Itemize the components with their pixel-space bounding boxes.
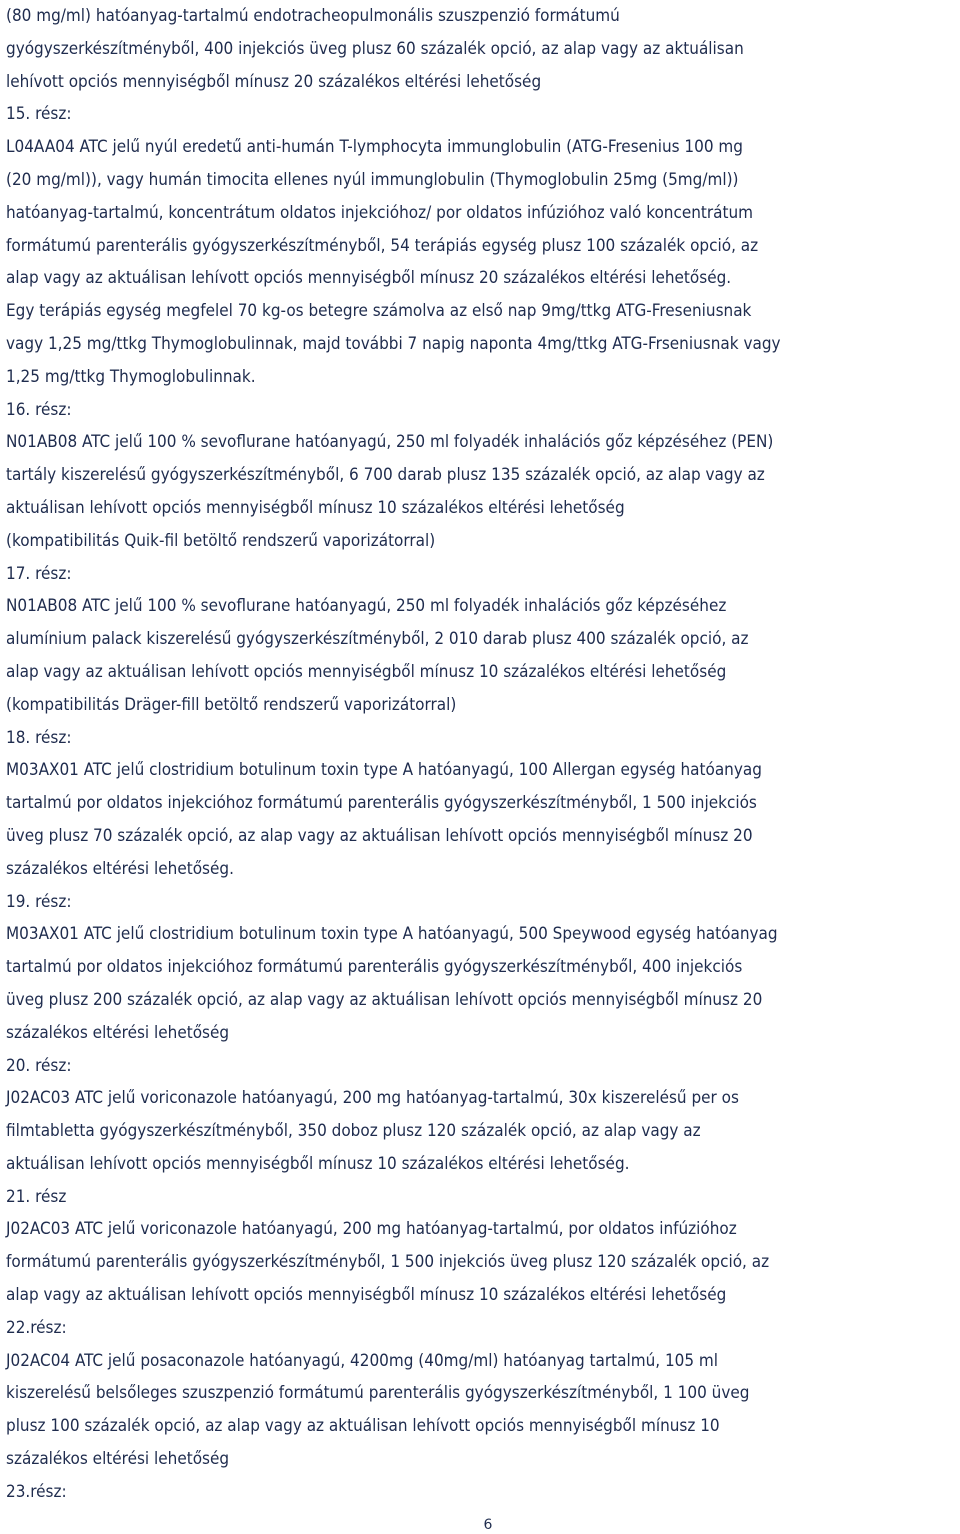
text-line: N01AB08 ATC jelű 100 % sevoflurane hatóanyagú, 250 ml folyadék inhalációs gőz képzéséhez (PEN) bbox=[6, 432, 774, 453]
text-line: N01AB08 ATC jelű 100 % sevoflurane hatóanyagú, 250 ml folyadék inhalációs gőz képzéséhez bbox=[6, 596, 727, 617]
text-line: alap vagy az aktuálisan lehívott opciós mennyiségből mínusz 10 százalékos eltérési lehetőség bbox=[6, 661, 727, 682]
page-number: 6 bbox=[483, 1517, 493, 1533]
section-heading: 19. rész: bbox=[6, 891, 72, 912]
text-line: (kompatibilitás Dräger-fill betöltő rendszerű vaporizátorral) bbox=[6, 694, 457, 715]
text-line: tartalmú por oldatos injekcióhoz formátumú parenterális gyógyszerkészítményből, 1 500 injekciós bbox=[6, 793, 757, 814]
text-line: lehívott opciós mennyiségből mínusz 20 százalékos eltérési lehetőség bbox=[6, 71, 542, 92]
text-line: J02AC03 ATC jelű voriconazole hatóanyagú, 200 mg hatóanyag-tartalmú, 30x kiszerelésű per os bbox=[6, 1088, 739, 1109]
text-line: filmtabletta gyógyszerkészítményből, 350 doboz plusz 120 százalék opció, az alap vagy az bbox=[6, 1121, 701, 1142]
section-heading: 21. rész bbox=[6, 1186, 67, 1207]
text-line: kiszerelésű belsőleges szuszpenzió formátumú parenterális gyógyszerkészítményből, 1 100 üveg bbox=[6, 1383, 750, 1404]
text-line: aktuálisan lehívott opciós mennyiségből mínusz 10 százalékos eltérési lehetőség. bbox=[6, 1153, 630, 1174]
text-line: M03AX01 ATC jelű clostridium botulinum toxin type A hatóanyagú, 500 Speywood egység hatóanyag bbox=[6, 924, 778, 945]
text-line: tartály kiszerelésű gyógyszerkészítményből, 6 700 darab plusz 135 százalék opció, az alap vagy az bbox=[6, 465, 765, 486]
section-heading: 20. rész: bbox=[6, 1055, 72, 1076]
text-line: százalékos eltérési lehetőség. bbox=[6, 858, 234, 879]
text-line: (20 mg/ml)), vagy humán timocita ellenes nyúl immunglobulin (Thymoglobulin 25mg (5mg/ml)) bbox=[6, 169, 739, 190]
text-line: L04AA04 ATC jelű nyúl eredetű anti-humán T-lymphocyta immunglobulin (ATG-Fresenius 100 mg bbox=[6, 137, 743, 158]
text-line: J02AC04 ATC jelű posaconazole hatóanyagú, 4200mg (40mg/ml) hatóanyag tartalmú, 105 ml bbox=[6, 1350, 719, 1371]
text-line: vagy 1,25 mg/ttkg Thymoglobulinnak, majd további 7 napig naponta 4mg/ttkg ATG-Frseniusnak vagy bbox=[6, 333, 781, 354]
text-line: aktuálisan lehívott opciós mennyiségből mínusz 10 százalékos eltérési lehetőség bbox=[6, 497, 625, 518]
text-line: Egy terápiás egység megfelel 70 kg-os betegre számolva az első nap 9mg/ttkg ATG-Freseniusnak bbox=[6, 301, 752, 322]
text-line: 1,25 mg/ttkg Thymoglobulinnak. bbox=[6, 366, 256, 387]
text-line: M03AX01 ATC jelű clostridium botulinum toxin type A hatóanyagú, 100 Allergan egység hatóanyag bbox=[6, 760, 762, 781]
text-line: alap vagy az aktuálisan lehívott opciós mennyiségből mínusz 10 százalékos eltérési lehetőség bbox=[6, 1285, 727, 1306]
text-line: formátumú parenterális gyógyszerkészítményből, 1 500 injekciós üveg plusz 120 százalék opció, az bbox=[6, 1252, 770, 1273]
text-line: plusz 100 százalék opció, az alap vagy az aktuálisan lehívott opciós mennyiségből mínusz 10 bbox=[6, 1416, 720, 1437]
text-line: formátumú parenterális gyógyszerkészítményből, 54 terápiás egység plusz 100 százalék opció, az bbox=[6, 235, 759, 256]
text-line: alap vagy az aktuálisan lehívott opciós mennyiségből mínusz 20 százalékos eltérési lehetőség. bbox=[6, 268, 732, 289]
text-line: (kompatibilitás Quik-fil betöltő rendszerű vaporizátorral) bbox=[6, 530, 436, 551]
text-line: százalékos eltérési lehetőség bbox=[6, 1022, 230, 1043]
text-line: J02AC03 ATC jelű voriconazole hatóanyagú, 200 mg hatóanyag-tartalmú, por oldatos infúzióhoz bbox=[6, 1219, 737, 1240]
text-line: üveg plusz 200 százalék opció, az alap vagy az aktuálisan lehívott opciós mennyiségből mínusz 20 bbox=[6, 989, 763, 1010]
text-line: (80 mg/ml) hatóanyag-tartalmú endotracheopulmonális szuszpenzió formátumú bbox=[6, 6, 620, 26]
text-line: százalékos eltérési lehetőség bbox=[6, 1449, 230, 1470]
text-line: tartalmú por oldatos injekcióhoz formátumú parenterális gyógyszerkészítményből, 400 injekciós bbox=[6, 957, 743, 978]
section-heading: 16. rész: bbox=[6, 399, 72, 420]
document-body bbox=[6, 0, 956, 1509]
section-heading: 15. rész: bbox=[6, 104, 72, 125]
text-line: üveg plusz 70 százalék opció, az alap vagy az aktuálisan lehívott opciós mennyiségből mínusz 20 bbox=[6, 825, 753, 846]
section-heading: 17. rész: bbox=[6, 563, 72, 584]
text-line: hatóanyag-tartalmú, koncentrátum oldatos injekcióhoz/ por oldatos infúzióhoz való koncentrátum bbox=[6, 202, 754, 223]
section-heading: 18. rész: bbox=[6, 727, 72, 748]
section-heading: 23.rész: bbox=[6, 1481, 67, 1502]
section-heading: 22.rész: bbox=[6, 1317, 67, 1338]
text-line: alumínium palack kiszerelésű gyógyszerkészítményből, 2 010 darab plusz 400 százalék opció, az bbox=[6, 629, 749, 650]
text-line: gyógyszerkészítményből, 400 injekciós üveg plusz 60 százalék opció, az alap vagy az aktuálisan bbox=[6, 38, 744, 59]
